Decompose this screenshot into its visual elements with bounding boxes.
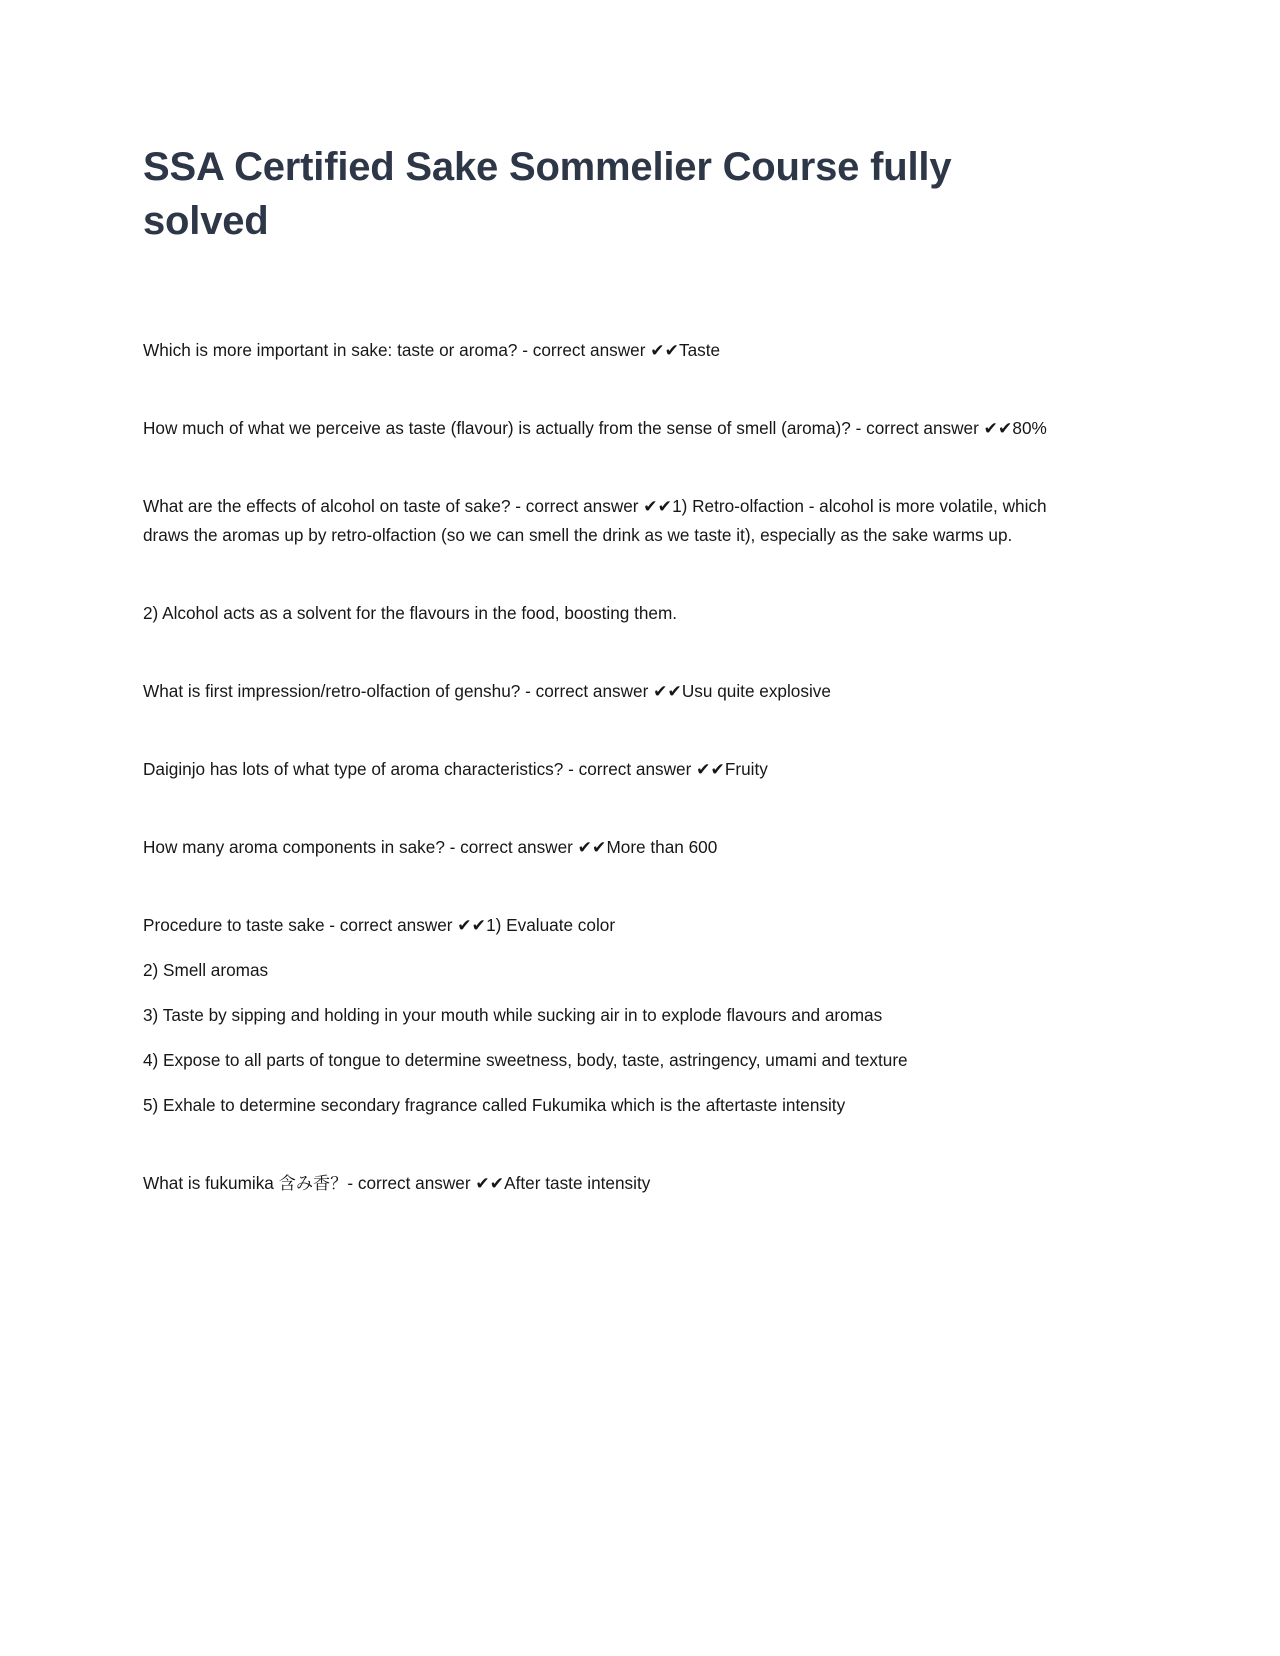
qa-block-perceive-taste-from-smell: How much of what we perceive as taste (flavour) is actually from the sense of smell (aroma)? - correct answer ✔✔80% [143,418,1047,438]
spacer [143,784,1068,833]
list-item-procedure-step-4: 4) Expose to all parts of tongue to determine sweetness, body, taste, astringency, umami and texture [143,1050,908,1070]
qa-block-taste-or-aroma: Which is more important in sake: taste or aroma? - correct answer ✔✔Taste [143,340,721,360]
spacer [143,706,1068,755]
qa-block-aroma-components-count: How many aroma components in sake? - correct answer ✔✔More than 600 [143,837,718,857]
spacer [143,862,1068,911]
spacer [143,443,1068,492]
spacer [143,1030,1068,1046]
answer-block-alcohol-solvent: 2) Alcohol acts as a solvent for the flavours in the food, boosting them. [143,603,678,623]
spacer [143,1075,1068,1091]
qa-block-daiginjo-aroma: Daiginjo has lots of what type of aroma characteristics? - correct answer ✔✔Fruity [143,759,768,779]
document-content [143,0,1068,1198]
list-item-procedure-step-2: 2) Smell aromas [143,960,269,980]
spacer [143,940,1068,956]
spacer [143,628,1068,677]
spacer [143,550,1068,599]
qa-block-effects-of-alcohol: What are the effects of alcohol on taste of sake? - correct answer ✔✔1) Retro-olfaction - alcohol is more volatile, which draws the aromas up by retro-olfaction (so we can smell the drink as we taste it), especially as the sake warms up. [143,496,1047,545]
spacer [143,1120,1068,1169]
page-title: SSA Certified Sake Sommelier Course fully solved [143,145,952,243]
list-item-procedure-step-3: 3) Taste by sipping and holding in your mouth while sucking air in to explode flavours and aromas [143,1005,883,1025]
spacer [143,985,1068,1001]
qa-block-fukumika-definition: What is fukumika 含み香？- correct answer ✔✔After taste intensity [143,1173,651,1193]
qa-block-genshu-first-impression: What is first impression/retro-olfaction of genshu? - correct answer ✔✔Usu quite explosive [143,681,831,701]
list-item-procedure-step-5: 5) Exhale to determine secondary fragrance called Fukumika which is the aftertaste intensity [143,1095,846,1115]
spacer [143,365,1068,414]
spacer [143,248,1068,336]
qa-block-procedure-to-taste-sake: Procedure to taste sake - correct answer ✔✔1) Evaluate color [143,915,616,935]
